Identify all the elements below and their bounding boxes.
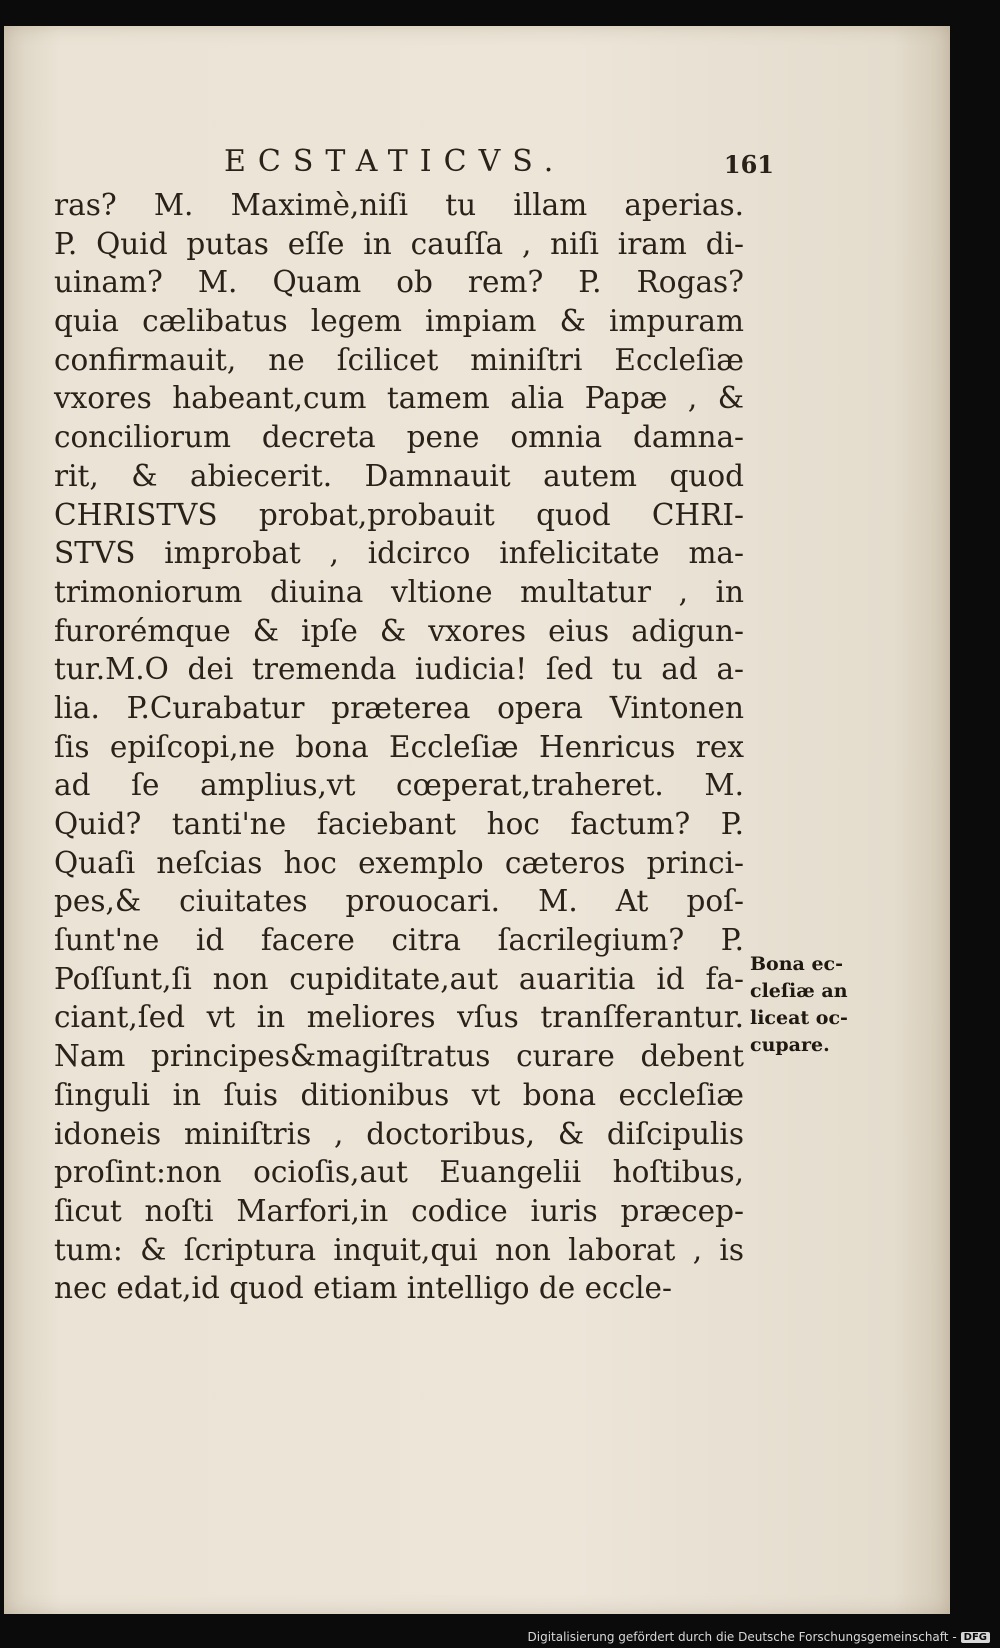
text-line: nec edat,id quod etiam intelligo de eccle- bbox=[54, 1271, 672, 1306]
text-line: CHRISTVS probat,probauit quod CHRI- bbox=[54, 497, 744, 532]
dfg-logo: DFG bbox=[961, 1632, 990, 1643]
marginal-note bbox=[750, 951, 860, 1059]
text-line: uinam? M. Quam ob rem? P. Rogas? bbox=[54, 265, 744, 300]
text-line: quia cælibatus legem impiam & impuram bbox=[54, 304, 744, 339]
credit-text: Digitalisierung gefördert durch die Deutsche Forschungsgemeinschaft - bbox=[527, 1630, 957, 1644]
text-line: STVS improbat , idcirco infelicitate ma- bbox=[54, 536, 744, 571]
marginal-note-line: cupare. bbox=[750, 1034, 830, 1056]
text-line: Poſſunt,ſi non cupiditate,aut auaritia id fa- bbox=[54, 961, 744, 996]
text-line: ad ſe amplius,vt cœperat,traheret. M. bbox=[54, 768, 744, 803]
marginal-note-line: liceat oc- bbox=[750, 1007, 848, 1029]
digitization-credit bbox=[528, 1630, 991, 1644]
text-line: lia. P.Curabatur præterea opera Vintonen bbox=[54, 690, 744, 725]
text-line: pes,& ciuitates prouocari. M. At poſ- bbox=[54, 884, 744, 919]
text-line: ciant,ſed vt in meliores vſus tranſferantur. bbox=[54, 1000, 744, 1035]
book-page bbox=[4, 26, 950, 1614]
text-line: ſicut noſti Marfori,in codice iuris præcep- bbox=[54, 1193, 744, 1228]
text-line: tur.M.O dei tremenda iudicia! ſed tu ad a- bbox=[54, 652, 744, 687]
text-line: idoneis miniſtris , doctoribus, & diſcipulis bbox=[54, 1116, 744, 1151]
footer-bar bbox=[0, 1622, 1000, 1648]
page-header bbox=[204, 144, 774, 184]
text-line: ras? M. Maximè,niſi tu illam aperias. bbox=[54, 188, 744, 222]
text-line: Nam principes&magiſtratus curare debent bbox=[54, 1039, 744, 1074]
text-line: rit, & abiecerit. Damnauit autem quod bbox=[54, 458, 744, 493]
body-text bbox=[54, 186, 744, 1308]
text-line: Quaſi neſcias hoc exemplo cæteros princi- bbox=[54, 845, 744, 880]
text-line: proſint:non ocioſis,aut Euangelii hoſtibus, bbox=[54, 1155, 744, 1190]
text-line: conciliorum decreta pene omnia damna- bbox=[54, 420, 744, 455]
text-line: vxores habeant,cum tamem alia Papæ , & bbox=[54, 381, 744, 416]
text-line: ſunt'ne id facere citra ſacrilegium? P. bbox=[54, 923, 744, 958]
text-line: ſinguli in ſuis ditionibus vt bona eccleſiæ bbox=[54, 1077, 744, 1112]
marginal-note-line: Bona ec- bbox=[750, 953, 844, 975]
folio-number: 161 bbox=[723, 150, 774, 179]
text-line: confirmauit, ne ſcilicet miniſtri Eccleſiæ bbox=[54, 342, 744, 377]
text-line: P. Quid putas eſſe in cauſſa , niſi iram di- bbox=[54, 226, 744, 261]
text-line: trimoniorum diuina vltione multatur , in bbox=[54, 574, 744, 609]
text-line: Quid? tanti'ne faciebant hoc factum? P. bbox=[54, 807, 744, 841]
text-line: tum: & ſcriptura inquit,qui non laborat , is bbox=[54, 1232, 744, 1267]
text-line: ſis epiſcopi,ne bona Eccleſiæ Henricus rex bbox=[54, 729, 744, 764]
text-line: furorémque & ipſe & vxores eius adigun- bbox=[54, 613, 744, 648]
marginal-note-line: cleſiæ an bbox=[750, 980, 848, 1002]
running-title: ECSTATICVS. bbox=[224, 144, 566, 179]
